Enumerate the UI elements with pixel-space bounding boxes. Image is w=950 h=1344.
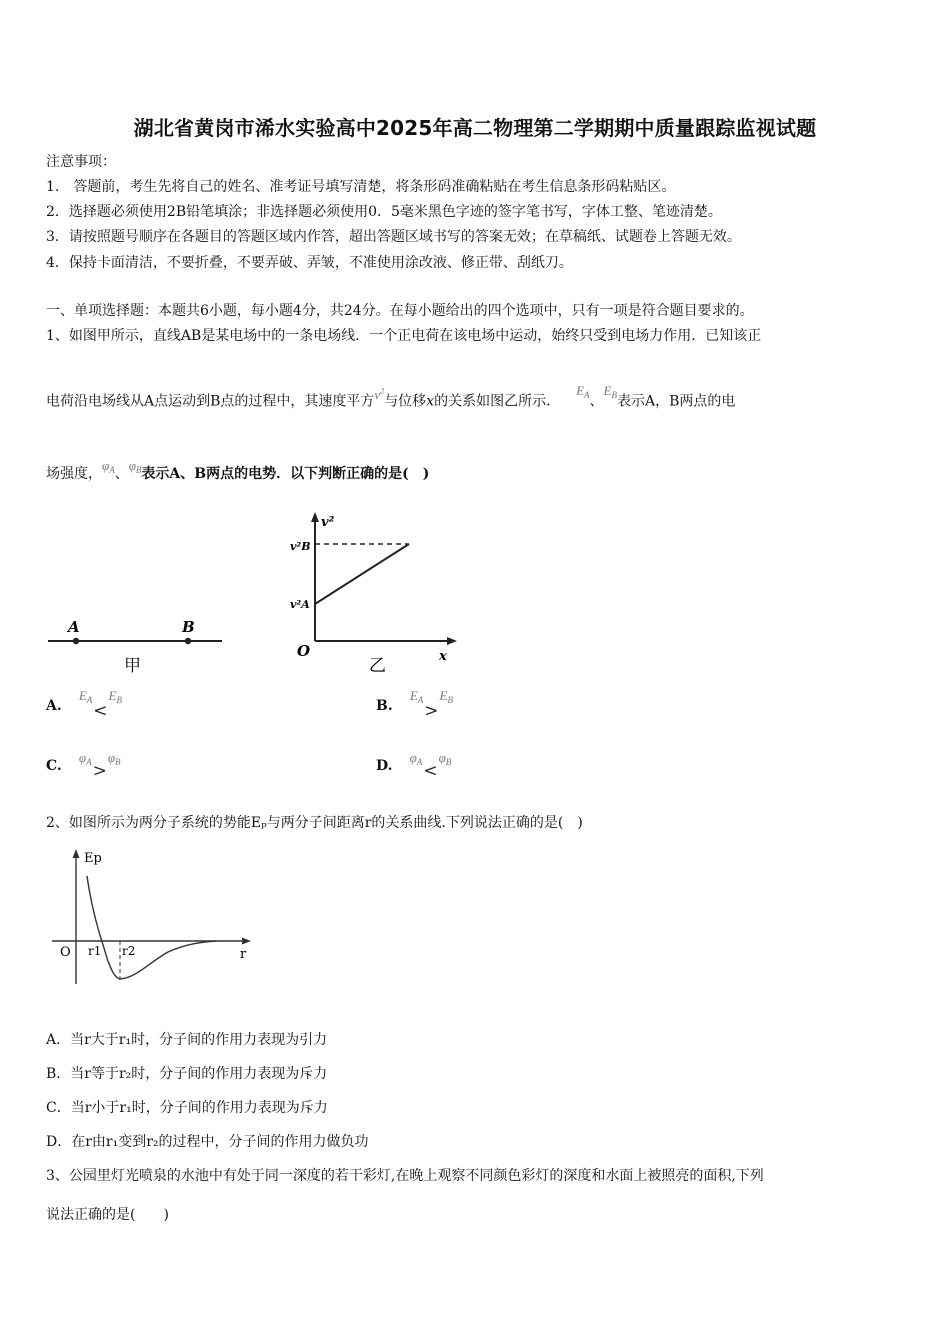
figure-jia [40,610,230,680]
v2-vs-x-line [315,544,409,604]
q2-option-C[interactable]: C．当r小于r₁时，分子间的作用力表现为斥力 [46,1100,328,1116]
q1-separator: 、 [114,466,129,482]
greater-than-sign: > [424,701,439,721]
phiB-symbol: $\varphi_B$ [128,458,142,475]
notice-heading: 注意事项： [46,154,116,170]
phiA-symbol: φA [409,750,423,767]
origin-label: O [297,642,311,660]
section-heading: 一、单项选择题：本题共6小题，每小题4分，共24分。在每小题给出的四个选项中，只有一项是符合题目要求的。 [46,303,754,319]
q1-option-C[interactable]: C. $^{\varphi_A}$>$^{\varphi_B}$ [46,750,121,781]
notice-item: 2．选择题必须使用2B铅笔填涂；非选择题必须使用0．5毫米黑色字迹的签字笔书写，字体工整、笔迹清楚。 [46,204,722,220]
x-symbol: x [426,393,435,410]
q2-option-B[interactable]: B．当r等于r₂时，分子间的作用力表现为斥力 [46,1066,328,1082]
EA-symbol: EA [409,688,424,705]
q1-text: 场强度， [46,466,102,482]
origin-label: O [60,945,71,960]
q1-stem-line2 [46,383,736,414]
q1-option-A[interactable]: A. $^{E_A}$<$^{E_B}$ [46,688,122,721]
y-axis-label: Ep [84,851,102,866]
point-B-dot [185,638,191,644]
label-A: A [68,618,80,636]
q1-text: 的关系如图乙所示． [434,393,561,410]
EA-symbol: $E_A$ [576,383,590,401]
q1-text: 表示A、B两点的电势．以下判断正确的是( ) [141,466,430,482]
q3-stem-line2: 说法正确的是( ) [46,1207,169,1223]
y-axis-arrow [311,512,319,522]
q1-text: 表示A，B两点的电 [617,393,736,410]
q1-option-B[interactable]: B. $^{E_A}$>$^{E_B}$ [376,688,453,721]
v-symbol: $v^2$ [374,387,385,403]
page-title: 湖北省黄岗市浠水实验高中2025年高二物理第二学期期中质量跟踪监视试题 [133,116,817,140]
EB-symbol: EB [439,688,453,705]
y-axis-arrow [73,849,80,858]
notice-item: 3．请按照题号顺序在各题目的答题区域内作答，超出答题区域书写的答案无效；在草稿纸、试题卷上答题无效。 [46,229,741,245]
figure-yi [285,508,465,680]
notice-item: 4．保持卡面清洁，不要折叠，不要弄破、弄皱，不准使用涂改液、修正带、刮纸刀。 [46,255,573,271]
r1-label: r1 [88,944,102,958]
x-axis-arrow [242,938,251,945]
label-B: B [182,618,195,636]
phiA-symbol: φA [78,750,92,767]
q2-stem: 2、如图所示为两分子系统的势能Eₚ与两分子间距离r的关系曲线.下列说法正确的是( ) [46,815,583,831]
q1-option-D[interactable]: D. $^{\varphi_A}$<$^{\varphi_B}$ [376,750,452,781]
q1-separator: 、 [589,393,604,410]
q1-text: 电荷沿电场线从A点运动到B点的过程中，其速度平方 [46,393,375,410]
greater-than-sign: > [92,761,107,781]
EB-symbol: EB [108,688,122,705]
EA-symbol: EA [78,688,93,705]
r2-label: r2 [122,944,136,958]
x-axis-label: r [240,947,247,962]
y-axis-label: v² [321,515,335,530]
caption-jia: 甲 [124,656,141,676]
less-than-sign: < [423,761,438,781]
q2-option-D[interactable]: D．在r由r₁变到r₂的过程中，分子间的作用力做负功 [46,1134,369,1150]
q1-stem-line3 [46,458,430,487]
figure-ep-r [46,844,260,992]
caption-yi: 乙 [369,656,386,676]
vA-label: v²A [290,598,310,611]
q3-stem-line1: 3、公园里灯光喷泉的水池中有处于同一深度的若干彩灯,在晚上观察不同颜色彩灯的深度和水面上被照亮的面积,下列 [46,1168,764,1184]
x-axis-label: x [439,649,447,664]
less-than-sign: < [93,701,108,721]
notice-item: 1. 答题前，考生先将自己的姓名、准考证号填写清楚，将条形码准确粘贴在考生信息条形码粘贴区。 [46,179,676,195]
x-axis-arrow [447,637,457,645]
phiA-symbol: $\varphi_A$ [102,458,115,475]
vB-label: v²B [290,540,311,553]
q1-text: 与位移 [384,393,427,410]
ep-curve [87,876,216,979]
phiB-symbol: φB [107,750,121,767]
q2-option-A[interactable]: A．当r大于r₁时，分子间的作用力表现为引力 [46,1032,328,1048]
point-A-dot [73,638,79,644]
EB-symbol: $E_B$ [603,383,617,401]
phiB-symbol: φB [438,750,452,767]
q1-stem-line1: 1、如图甲所示，直线AB是某电场中的一条电场线．一个正电荷在该电场中运动，始终只受到电场力作用．已知该正 [46,328,762,344]
